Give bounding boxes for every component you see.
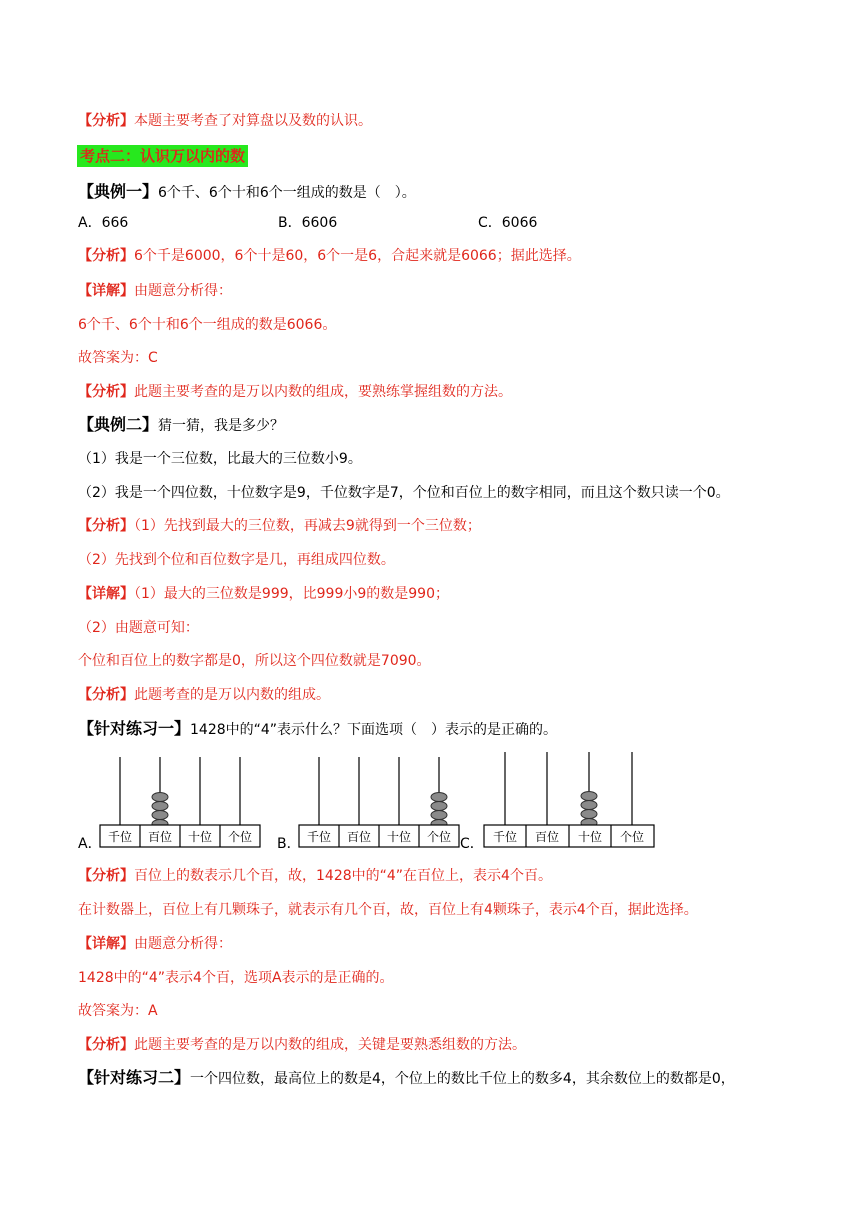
analysis-tag: 【分析】 [78, 868, 134, 884]
place-label-ones: 个位 [426, 830, 452, 844]
example1-option-a: A．666 [78, 215, 129, 231]
analysis-tag: 【分析】 [78, 113, 134, 129]
place-label-thousands: 千位 [492, 830, 518, 844]
analysis-tag: 【分析】 [78, 248, 134, 264]
example1-detail-line [78, 281, 232, 301]
detail-tag: 【详解】 [78, 936, 134, 952]
analysis-text: 此题考查的是万以内数的组成。 [134, 687, 330, 703]
analysis-tag: 【分析】 [78, 1037, 134, 1053]
practice2-question: 一个四位数，最高位上的数是4，个位上的数比千位上的数多4，其余数位上的数都是0， [190, 1071, 735, 1087]
abacus-c-beads [581, 792, 597, 828]
example1-answer: 故答案为：C [78, 350, 158, 366]
example2-question-line [78, 415, 284, 436]
practice1-summary-line [78, 1035, 526, 1055]
option-b-letter: B． [277, 836, 301, 852]
example2-summary-line [78, 685, 330, 705]
analysis-text: 6个千是6000，6个十是60，6个一是6，合起来就是6066；据此选择。 [134, 248, 581, 264]
example1-tag: 【典例一】 [78, 182, 159, 201]
example1-question: 6个千、6个十和6个一组成的数是（ ）。 [158, 185, 416, 201]
practice1-question-line [78, 719, 557, 740]
abacus-a [100, 755, 260, 850]
example2-detail3: 个位和百位上的数字都是0，所以这个四位数就是7090。 [78, 653, 431, 669]
bead [431, 811, 447, 820]
option-a-letter: A． [78, 836, 102, 852]
place-label-thousands: 千位 [107, 830, 133, 844]
example2-analysis2: （2）先找到个位和百位数字是几，再组成四位数。 [78, 552, 395, 568]
analysis-text: 此题主要考查的是万以内数的组成，关键是要熟悉组数的方法。 [134, 1037, 526, 1053]
example2-q2: （2）我是一个四位数，十位数字是9，千位数字是7，个位和百位上的数字相同，而且这个数只读一个0。 [78, 485, 730, 501]
place-label-ones: 个位 [227, 830, 253, 844]
analysis-line [78, 111, 372, 131]
abacus-b-beads [431, 793, 447, 829]
bead [431, 802, 447, 811]
example2-question: 猜一猜，我是多少？ [158, 418, 285, 434]
example1-summary-line [78, 382, 512, 402]
analysis-text: 此题主要考查的是万以内数的组成，要熟练掌握组数的方法。 [134, 384, 512, 400]
example2-tag: 【典例二】 [78, 415, 159, 434]
analysis-text: （1）先找到最大的三位数，再减去9就得到一个三位数； [134, 518, 481, 534]
detail-tag: 【详解】 [78, 283, 134, 299]
place-label-tens: 十位 [386, 830, 412, 844]
abacus-b [299, 755, 459, 850]
analysis-text: 百位上的数表示几个百，故，1428中的“4”在百位上，表示4个百。 [134, 868, 552, 884]
place-label-hundreds: 百位 [534, 830, 560, 844]
example2-detail-line [78, 584, 449, 604]
analysis-text: 本题主要考查了对算盘以及数的认识。 [134, 113, 372, 129]
practice1-analysis-line [78, 866, 552, 886]
practice1-question: 1428中的“4”表示什么？下面选项（ ）表示的是正确的。 [190, 722, 558, 738]
bead [152, 802, 168, 811]
example2-detail2: （2）由题意可知： [78, 620, 199, 636]
example1-question-line [78, 182, 416, 203]
example1-option-b: B．6606 [278, 215, 338, 231]
abacus-a-beads [152, 793, 168, 829]
analysis-tag: 【分析】 [78, 518, 134, 534]
practice1-answer: 故答案为：A [78, 1003, 158, 1019]
place-label-hundreds: 百位 [147, 830, 173, 844]
practice2-tag: 【针对练习二】 [78, 1068, 191, 1087]
example1-detail-text: 6个千、6个十和6个一组成的数是6066。 [78, 317, 337, 333]
abacus-c [484, 752, 654, 847]
bead [581, 792, 597, 801]
detail-text: （1）最大的三位数是999，比999小9的数是990； [134, 586, 449, 602]
place-label-thousands: 千位 [306, 830, 332, 844]
bead [581, 801, 597, 810]
practice1-detail-line [78, 934, 232, 954]
detail-lead: 由题意分析得： [134, 936, 232, 952]
practice2-question-line [78, 1068, 735, 1089]
bead [152, 811, 168, 820]
place-label-tens: 十位 [187, 830, 213, 844]
example1-analysis-line [78, 246, 581, 266]
analysis-tag: 【分析】 [78, 384, 134, 400]
place-label-ones: 个位 [619, 830, 645, 844]
practice1-detail-text: 1428中的“4”表示4个百，选项A表示的是正确的。 [78, 970, 394, 986]
example1-option-c: C．6066 [478, 215, 538, 231]
section-heading: 考点二：认识万以内的数 [77, 145, 248, 167]
detail-lead: 由题意分析得： [134, 283, 232, 299]
bead [431, 793, 447, 802]
analysis-tag: 【分析】 [78, 687, 134, 703]
detail-tag: 【详解】 [78, 586, 134, 602]
example2-analysis-line [78, 516, 481, 536]
place-label-hundreds: 百位 [346, 830, 372, 844]
option-c-letter: C． [460, 836, 484, 852]
example2-q1: （1）我是一个三位数，比最大的三位数小9。 [78, 451, 362, 467]
place-label-tens: 十位 [577, 830, 603, 844]
bead [581, 810, 597, 819]
practice1-tag: 【针对练习一】 [78, 719, 191, 738]
practice1-analysis2: 在计数器上，百位上有几颗珠子，就表示有几个百，故，百位上有4颗珠子，表示4个百，据此选择。 [78, 902, 698, 918]
bead [152, 793, 168, 802]
